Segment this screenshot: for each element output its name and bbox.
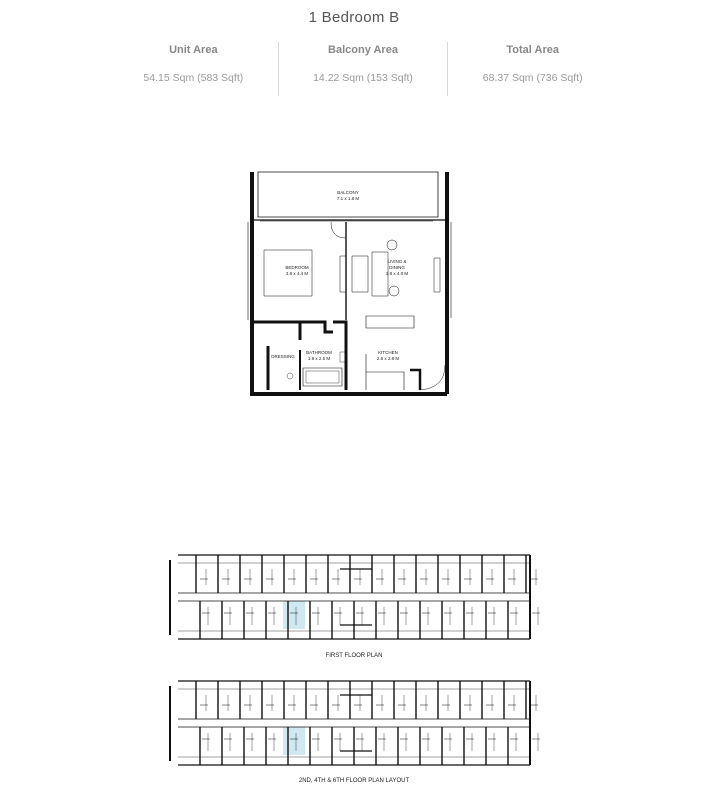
highlighted-unit-first [283,601,305,629]
unit-area-value: 54.15 Sqm (583 Sqft) [143,72,244,84]
page-title: 1 Bedroom B [308,9,400,26]
highlighted-unit-typical [283,727,305,755]
balcony-label: BALCONY [337,190,359,195]
outer-wall [252,172,447,394]
bedroom-dims: 3.8 x 4.4 M [285,271,309,276]
kitchen-dims: 2.6 x 2.8 M [376,356,400,361]
total-area-label: Total Area [506,44,559,56]
bedroom-label: BEDROOM [285,265,309,270]
typical-floor-plan [170,681,540,784]
dressing-label: DRESSING [271,354,295,359]
balcony-dims: 7.1 x 1.8 M [336,196,360,201]
sofa [352,256,368,292]
dining-label: DINING [389,265,405,270]
unit-area-label: Unit Area [169,44,218,56]
living-dims: 3.8 x 4.0 M [385,271,409,276]
bathroom-wall [252,322,300,340]
total-area-value: 68.37 Sqm (736 Sqft) [482,72,583,84]
balcony-area-label: Balcony Area [328,44,398,56]
living-label: LIVING & [387,259,407,264]
first-floor-caption: FIRST FLOOR PLAN [325,653,383,659]
first-floor-plan [170,555,540,659]
balcony-area-value: 14.22 Sqm (153 Sqft) [313,72,413,84]
bathroom-label: BATHROOM [306,350,332,355]
kitchen-label: KITCHEN [378,350,398,355]
bathtub [303,368,342,386]
bathroom-dims: 1.9 x 2.5 M [307,356,331,361]
kitchen-island [366,316,414,328]
typical-floor-caption: 2ND, 4TH & 6TH FLOOR PLAN LAYOUT [298,778,410,784]
